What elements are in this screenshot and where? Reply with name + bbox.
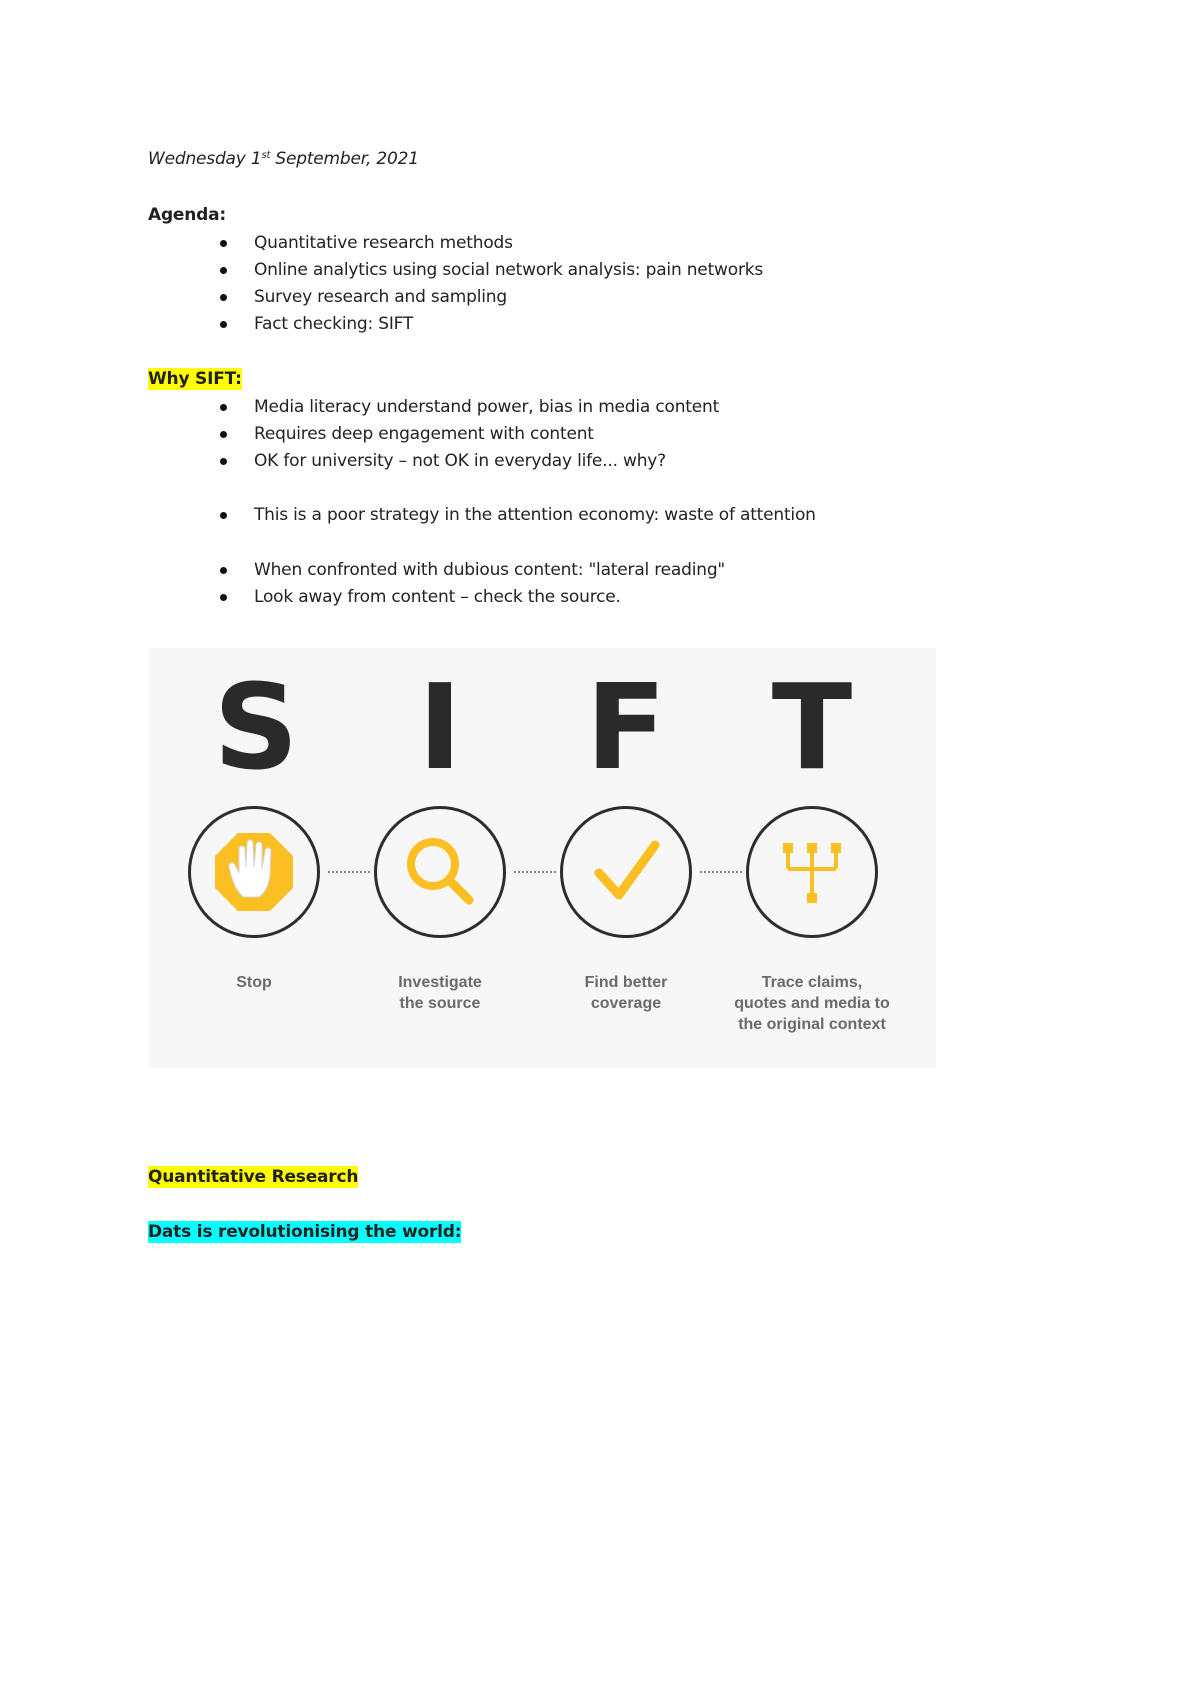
date-rest: September, 2021 — [270, 149, 419, 169]
date-line — [148, 148, 419, 170]
sift-letter-s: S — [213, 658, 299, 796]
data-revolution-heading: Dats is revolutionising the world: — [148, 1222, 462, 1242]
date-prefix: Wednesday 1 — [148, 149, 262, 169]
bullet-icon — [220, 267, 227, 274]
bullet-icon — [220, 240, 227, 247]
bullet-icon — [220, 294, 227, 301]
stop-hand-icon — [191, 809, 317, 935]
connector-dots — [514, 871, 556, 873]
caption-trace: Trace claims, quotes and media to the original context — [734, 974, 890, 1033]
checkmark-icon — [563, 809, 689, 935]
bullet-icon — [220, 567, 227, 574]
find-coverage-circle — [560, 806, 692, 938]
caption-investigate: Investigate the source — [398, 974, 482, 1012]
bullet-icon — [220, 404, 227, 411]
caption-find-coverage: Find better coverage — [584, 974, 668, 1012]
why-sift-heading: Why SIFT: — [148, 369, 242, 389]
trace-circle — [746, 806, 878, 938]
connector-dots — [328, 871, 370, 873]
connector-dots — [700, 871, 742, 873]
date-ordinal-suffix: st — [261, 150, 271, 161]
bullet-icon — [220, 594, 227, 601]
bullet-icon — [220, 512, 227, 519]
agenda-heading: Agenda: — [148, 205, 226, 225]
quantitative-research-heading: Quantitative Research — [148, 1167, 359, 1187]
bullet-icon — [220, 431, 227, 438]
investigate-circle — [374, 806, 506, 938]
sift-letter-t: T — [771, 658, 853, 796]
magnifying-glass-icon — [377, 809, 503, 935]
sift-letter-f: F — [585, 658, 667, 796]
sift-graphic — [148, 648, 936, 1068]
caption-stop: Stop — [236, 974, 272, 991]
document-page: Wednesday 1st September, 2021 Agenda: Quantitative research methods Online analytics using social network analysis: pain networks Survey research and sampling Fact checking: SIFT Why SIFT: Media literacy understand power, bias in media content Requires deep engagement with content OK for university – not OK in everyday life... why? This is a poor strategy in the attention economy: waste of attention When confronted with dubious content: "lateral reading" Look away from content – check the source. S I F T Stop Investigate the source Find better coverage Trace claims, quotes and media to the original context Quantitative Research Dats is revolutionising the world: — [0, 0, 1200, 1698]
bullet-icon — [220, 458, 227, 465]
sift-letter-i: I — [418, 658, 462, 796]
trace-tree-icon — [749, 809, 875, 935]
stop-circle — [188, 806, 320, 938]
bullet-icon — [220, 321, 227, 328]
